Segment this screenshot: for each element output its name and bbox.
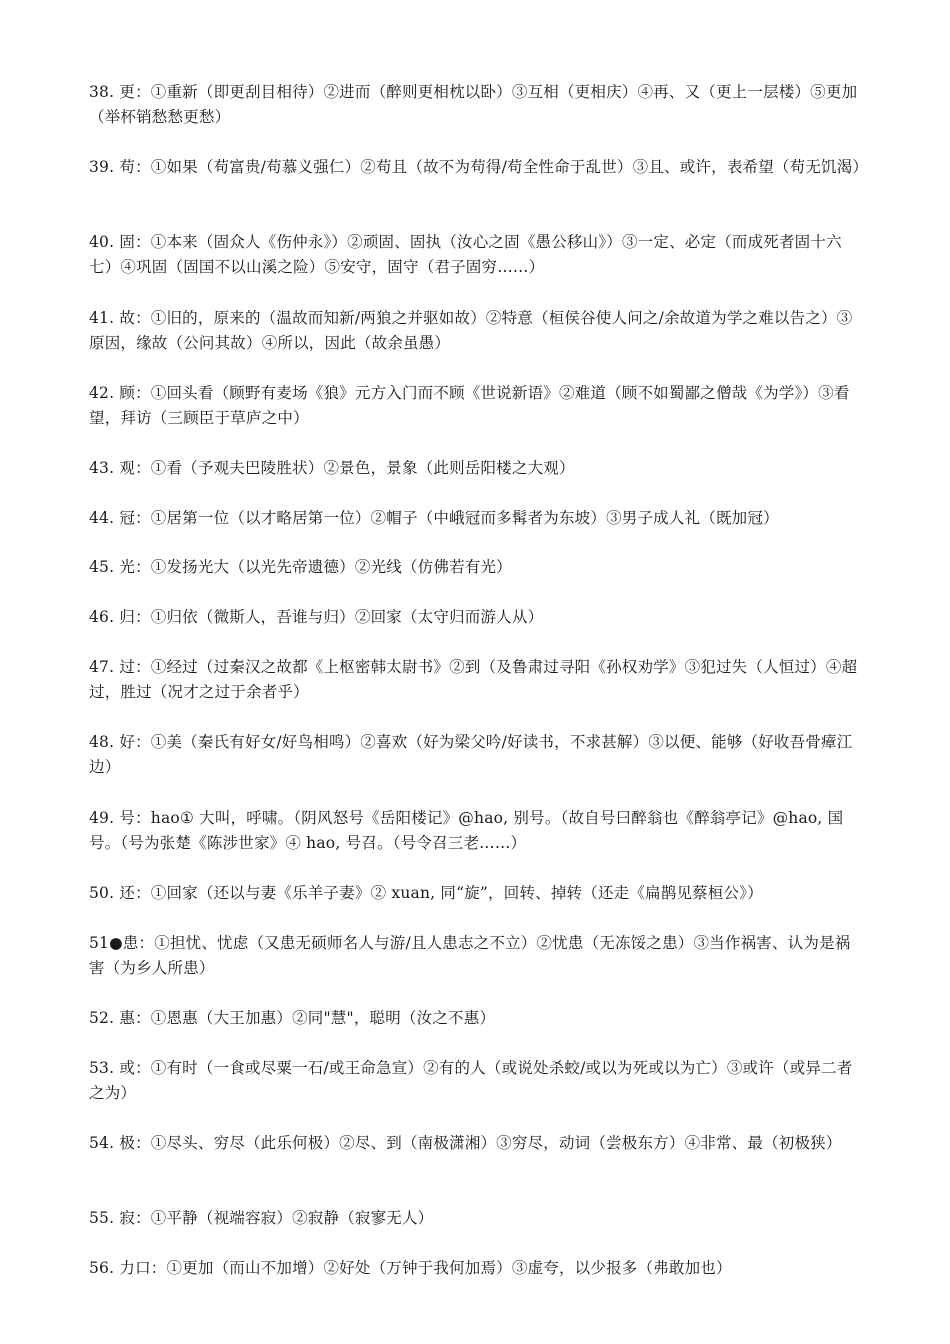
entry-49: 49. 号：hao① 大叫，呼啸。（阴风怒号《岳阳楼记》@hao, 别号。（故自号曰醉翁也《醉翁亭记》@hao, 国号。（号为张楚《陈涉世家》④ hao, 号召。（号令召三老……） — [89, 809, 844, 852]
entry-48: 48. 好：①美（秦氏有好女/好鸟相鸣）②喜欢（好为梁父吟/好读书，不求甚解）③以便、能够（好收吾骨瘴江边） — [89, 733, 853, 776]
entry-44: 44. 冠：①居第一位（以才略居第一位）②帽子（中峨冠而多髯者为东坡）③男子成人礼（既加冠） — [89, 509, 779, 527]
entry-54: 54. 极：①尽头、穷尽（此乐何极）②尽、到（南极潇湘）③穷尽，动词（尝极东方）④非常、最（初极狭） — [89, 1134, 842, 1152]
entry-51: 51●患：①担忧、忧虑（又患无硕师名人与游/且人患志之不立）②忧患（无冻馁之患）③当作祸害、认为是祸害（为乡人所患） — [89, 934, 851, 977]
entry-53: 53. 或：①有时（一食或尽粟一石/或王命急宣）②有的人（或说处杀蛟/或以为死或以为亡）③或许（或异二者之为） — [89, 1059, 853, 1102]
entry-39: 39. 苟：①如果（苟富贵/苟慕义强仁）②苟且（故不为苟得/苟全性命于乱世）③且、或许，表希望（苟无饥渴） — [89, 158, 869, 176]
entry-47: 47. 过：①经过（过秦汉之故都《上枢密韩太尉书》②到（及鲁肃过寻阳《孙权劝学》③犯过失（人恒过）④超过，胜过（况才之过于余者乎） — [89, 658, 858, 701]
entry-38: 38. 更：①重新（即更刮目相待）②进而（醉则更相枕以卧）③互相（更相庆）④再、又（更上一层楼）⑤更加（举杯销愁愁更愁） — [89, 83, 858, 126]
entry-50: 50. 还：①回家（还以与妻《乐羊子妻》② xuan, 同“旋”，回转、掉转（还走《扁鹊见蔡桓公》） — [89, 884, 763, 902]
entry-41: 41. 故：①旧的，原来的（温故而知新/两狼之并驱如故）②特意（桓侯谷使人问之/余故道为学之难以告之）③原因，缘故（公问其故）④所以，因此（故余虽愚） — [89, 309, 853, 352]
entry-55: 55. 寂：①平静（视端容寂）②寂静（寂寥无人） — [89, 1209, 434, 1227]
entry-56: 56. 力口：①更加（而山不加增）②好处（万钟于我何加焉）③虚夸，以少报多（弗敢加也） — [89, 1259, 732, 1277]
entry-42: 42. 顾：①回头看（顾野有麦场《狼》元方入门而不顾《世说新语》②难道（顾不如蜀鄙之僧哉《为学》）③看望，拜访（三顾臣于草庐之中） — [89, 384, 850, 427]
entry-43: 43. 观：①看（予观夫巴陵胜状）②景色，景象（此则岳阳楼之大观） — [89, 459, 575, 477]
entry-40: 40. 固：①本来（固众人《伤仲永》）②顽固、固执（汝心之固《愚公移山》）③一定、必定（而成死者固十六七）④巩固（固国不以山溪之险）⑤安守，固守（君子固穷……） — [89, 233, 842, 276]
entry-45: 45. 光：①发扬光大（以光先帝遗德）②光线（仿佛若有光） — [89, 558, 512, 576]
entry-46: 46. 归：①归依（微斯人，吾谁与归）②回家（太守归而游人从） — [89, 608, 544, 626]
entry-52: 52. 惠：①恩惠（大王加惠）②同"慧"，聪明（汝之不惠） — [89, 1009, 496, 1027]
